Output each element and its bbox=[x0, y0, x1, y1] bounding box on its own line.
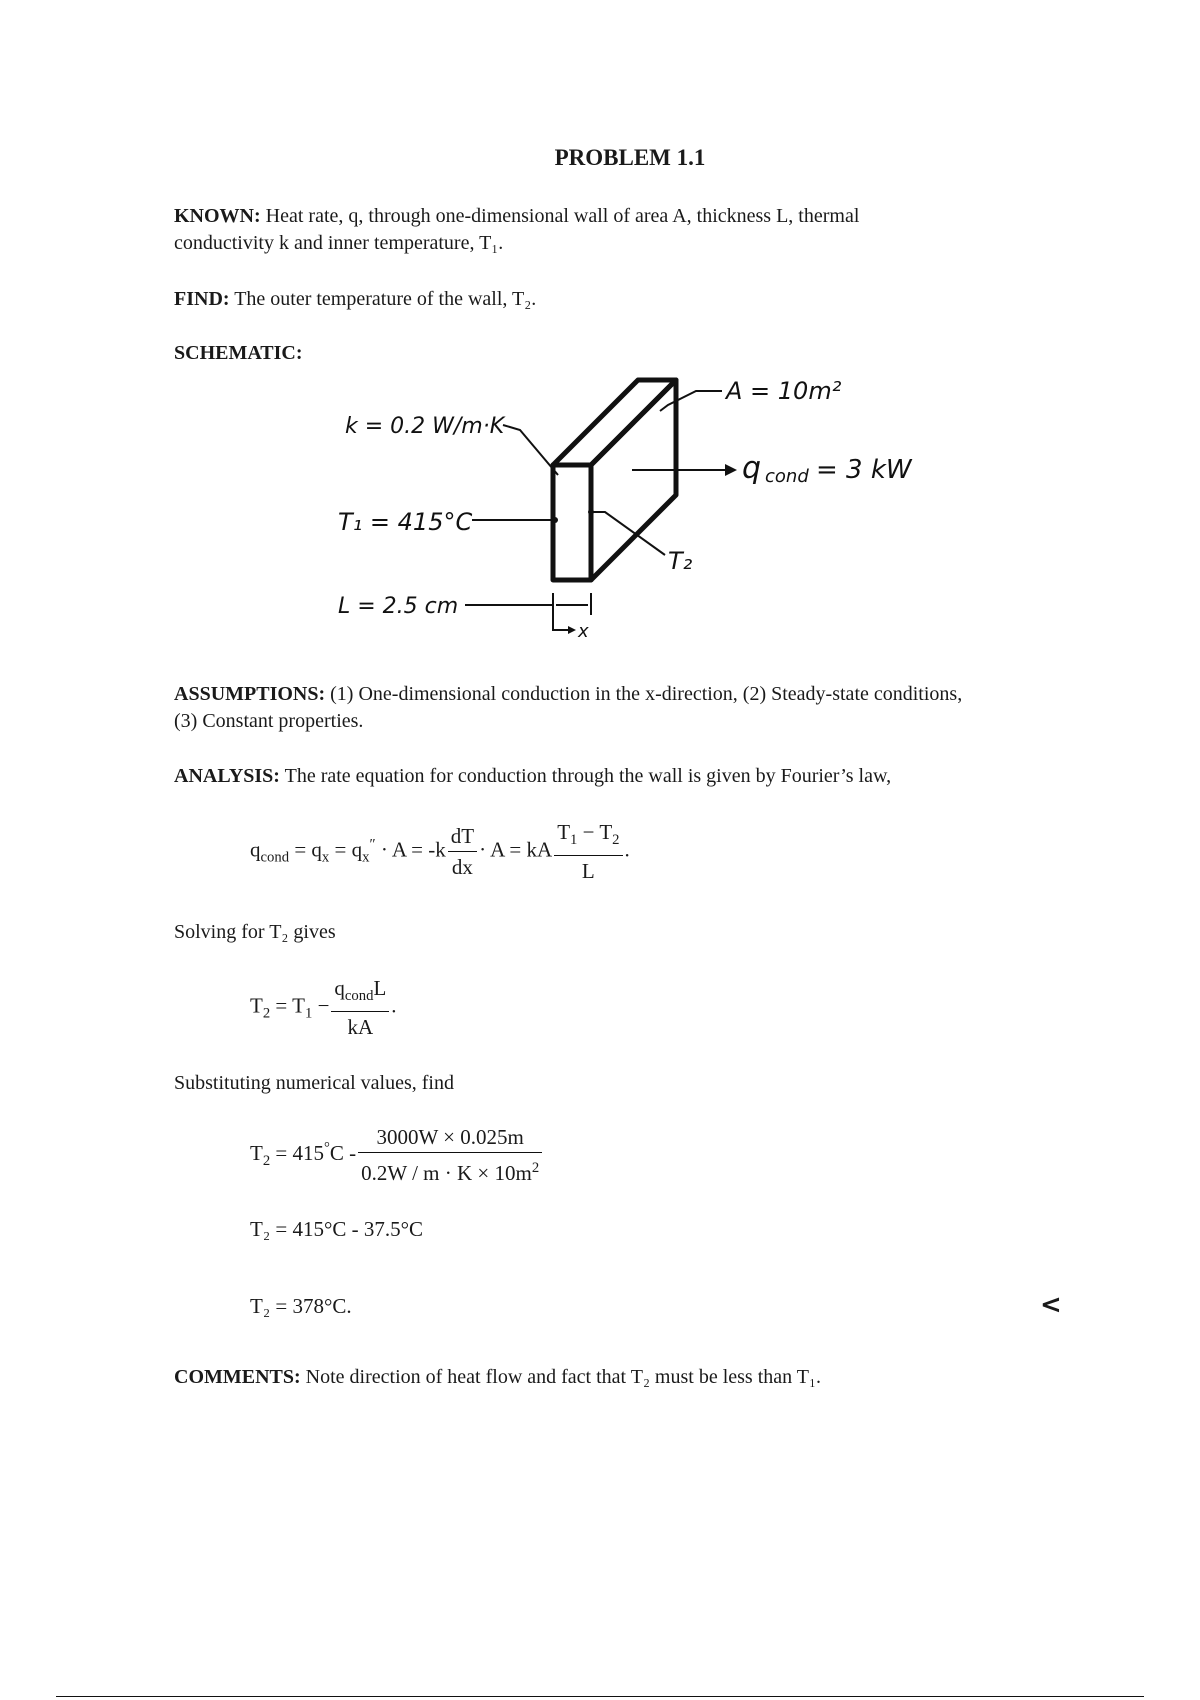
footer-divider bbox=[56, 1696, 1144, 1697]
area-label: A = 10m² bbox=[726, 377, 842, 405]
final-result-equation: T₂ = 378°C. bbox=[250, 1294, 352, 1318]
q-subscript: cond bbox=[765, 466, 809, 487]
comments-text: Note direction of heat flow and fact that T₂ must be less than T₁. bbox=[305, 1366, 821, 1388]
substitution-equation: $T_2 = 415^\circ C$ - $\frac{3000W \times 0.025m}{0.2W / m \cdot K \times 10m^2}$ bbox=[250, 1123, 544, 1187]
assumptions-text-line1: (1) One-dimensional conduction in the x-direction, (2) Steady-state conditions, bbox=[330, 683, 963, 705]
assumptions-section bbox=[174, 681, 1094, 735]
t1-point bbox=[552, 517, 558, 523]
assumptions-label: ASSUMPTIONS: bbox=[174, 683, 326, 705]
fourier-equation: $q_{cond} = q_x = q_x'' \cdot A = -k$ $\frac{dT}{dx}$ · A = kA $\frac{T_1 - T_2}{L}$ . bbox=[250, 820, 630, 884]
comments-section bbox=[174, 1364, 1094, 1391]
known-text-line1: Heat rate, q, through one-dimensional wall of area A, thickness L, thermal bbox=[265, 205, 860, 227]
x-axis-arrow bbox=[553, 615, 568, 630]
find-text: The outer temperature of the wall, T₂. bbox=[234, 288, 537, 310]
q-symbol: q bbox=[742, 451, 762, 486]
t2-solved-equation: $T_2 = T_1$ − $\frac{q_{cond}L}{kA}$ . bbox=[250, 976, 397, 1040]
t2-label: T₂ bbox=[668, 547, 693, 575]
k-label: k = 0.2 W/m·K bbox=[345, 414, 505, 439]
find-label: FIND: bbox=[174, 288, 230, 310]
area-leader-line bbox=[660, 391, 722, 411]
wall-schematic bbox=[320, 365, 940, 655]
find-section bbox=[174, 286, 1094, 313]
schematic-section bbox=[174, 340, 1094, 367]
t1-label: T₁ = 415°C bbox=[338, 508, 473, 536]
schematic-label: SCHEMATIC: bbox=[174, 342, 303, 364]
known-text-line2: conductivity k and inner temperature, T₁. bbox=[174, 232, 504, 254]
comments-label: COMMENTS: bbox=[174, 1366, 301, 1388]
assumptions-text-line2: (3) Constant properties. bbox=[174, 710, 364, 732]
heat-flow-arrowhead bbox=[725, 464, 737, 476]
subtraction-equation: T₂ = 415°C - 37.5°C bbox=[250, 1217, 424, 1241]
thickness-dimension bbox=[553, 593, 591, 615]
q-value: = 3 kW bbox=[816, 455, 912, 485]
l-label: L = 2.5 cm bbox=[338, 594, 459, 619]
problem-title: PROBLEM 1.1 bbox=[554, 145, 706, 170]
x-arrowhead bbox=[568, 626, 576, 634]
x-label: x bbox=[578, 621, 589, 642]
k-leader-line bbox=[503, 425, 558, 475]
analysis-label: ANALYSIS: bbox=[174, 765, 280, 787]
analysis-section bbox=[174, 763, 1094, 790]
analysis-text: The rate equation for conduction through the wall is given by Fourier’s law, bbox=[284, 765, 892, 787]
substituting-text: Substituting numerical values, find bbox=[174, 1072, 454, 1094]
solving-text: Solving for T₂ gives bbox=[174, 921, 336, 943]
known-section bbox=[174, 203, 1094, 257]
known-label: KNOWN: bbox=[174, 205, 261, 227]
t2-point bbox=[588, 509, 594, 515]
checkmark-symbol: < bbox=[1040, 1290, 1062, 1320]
